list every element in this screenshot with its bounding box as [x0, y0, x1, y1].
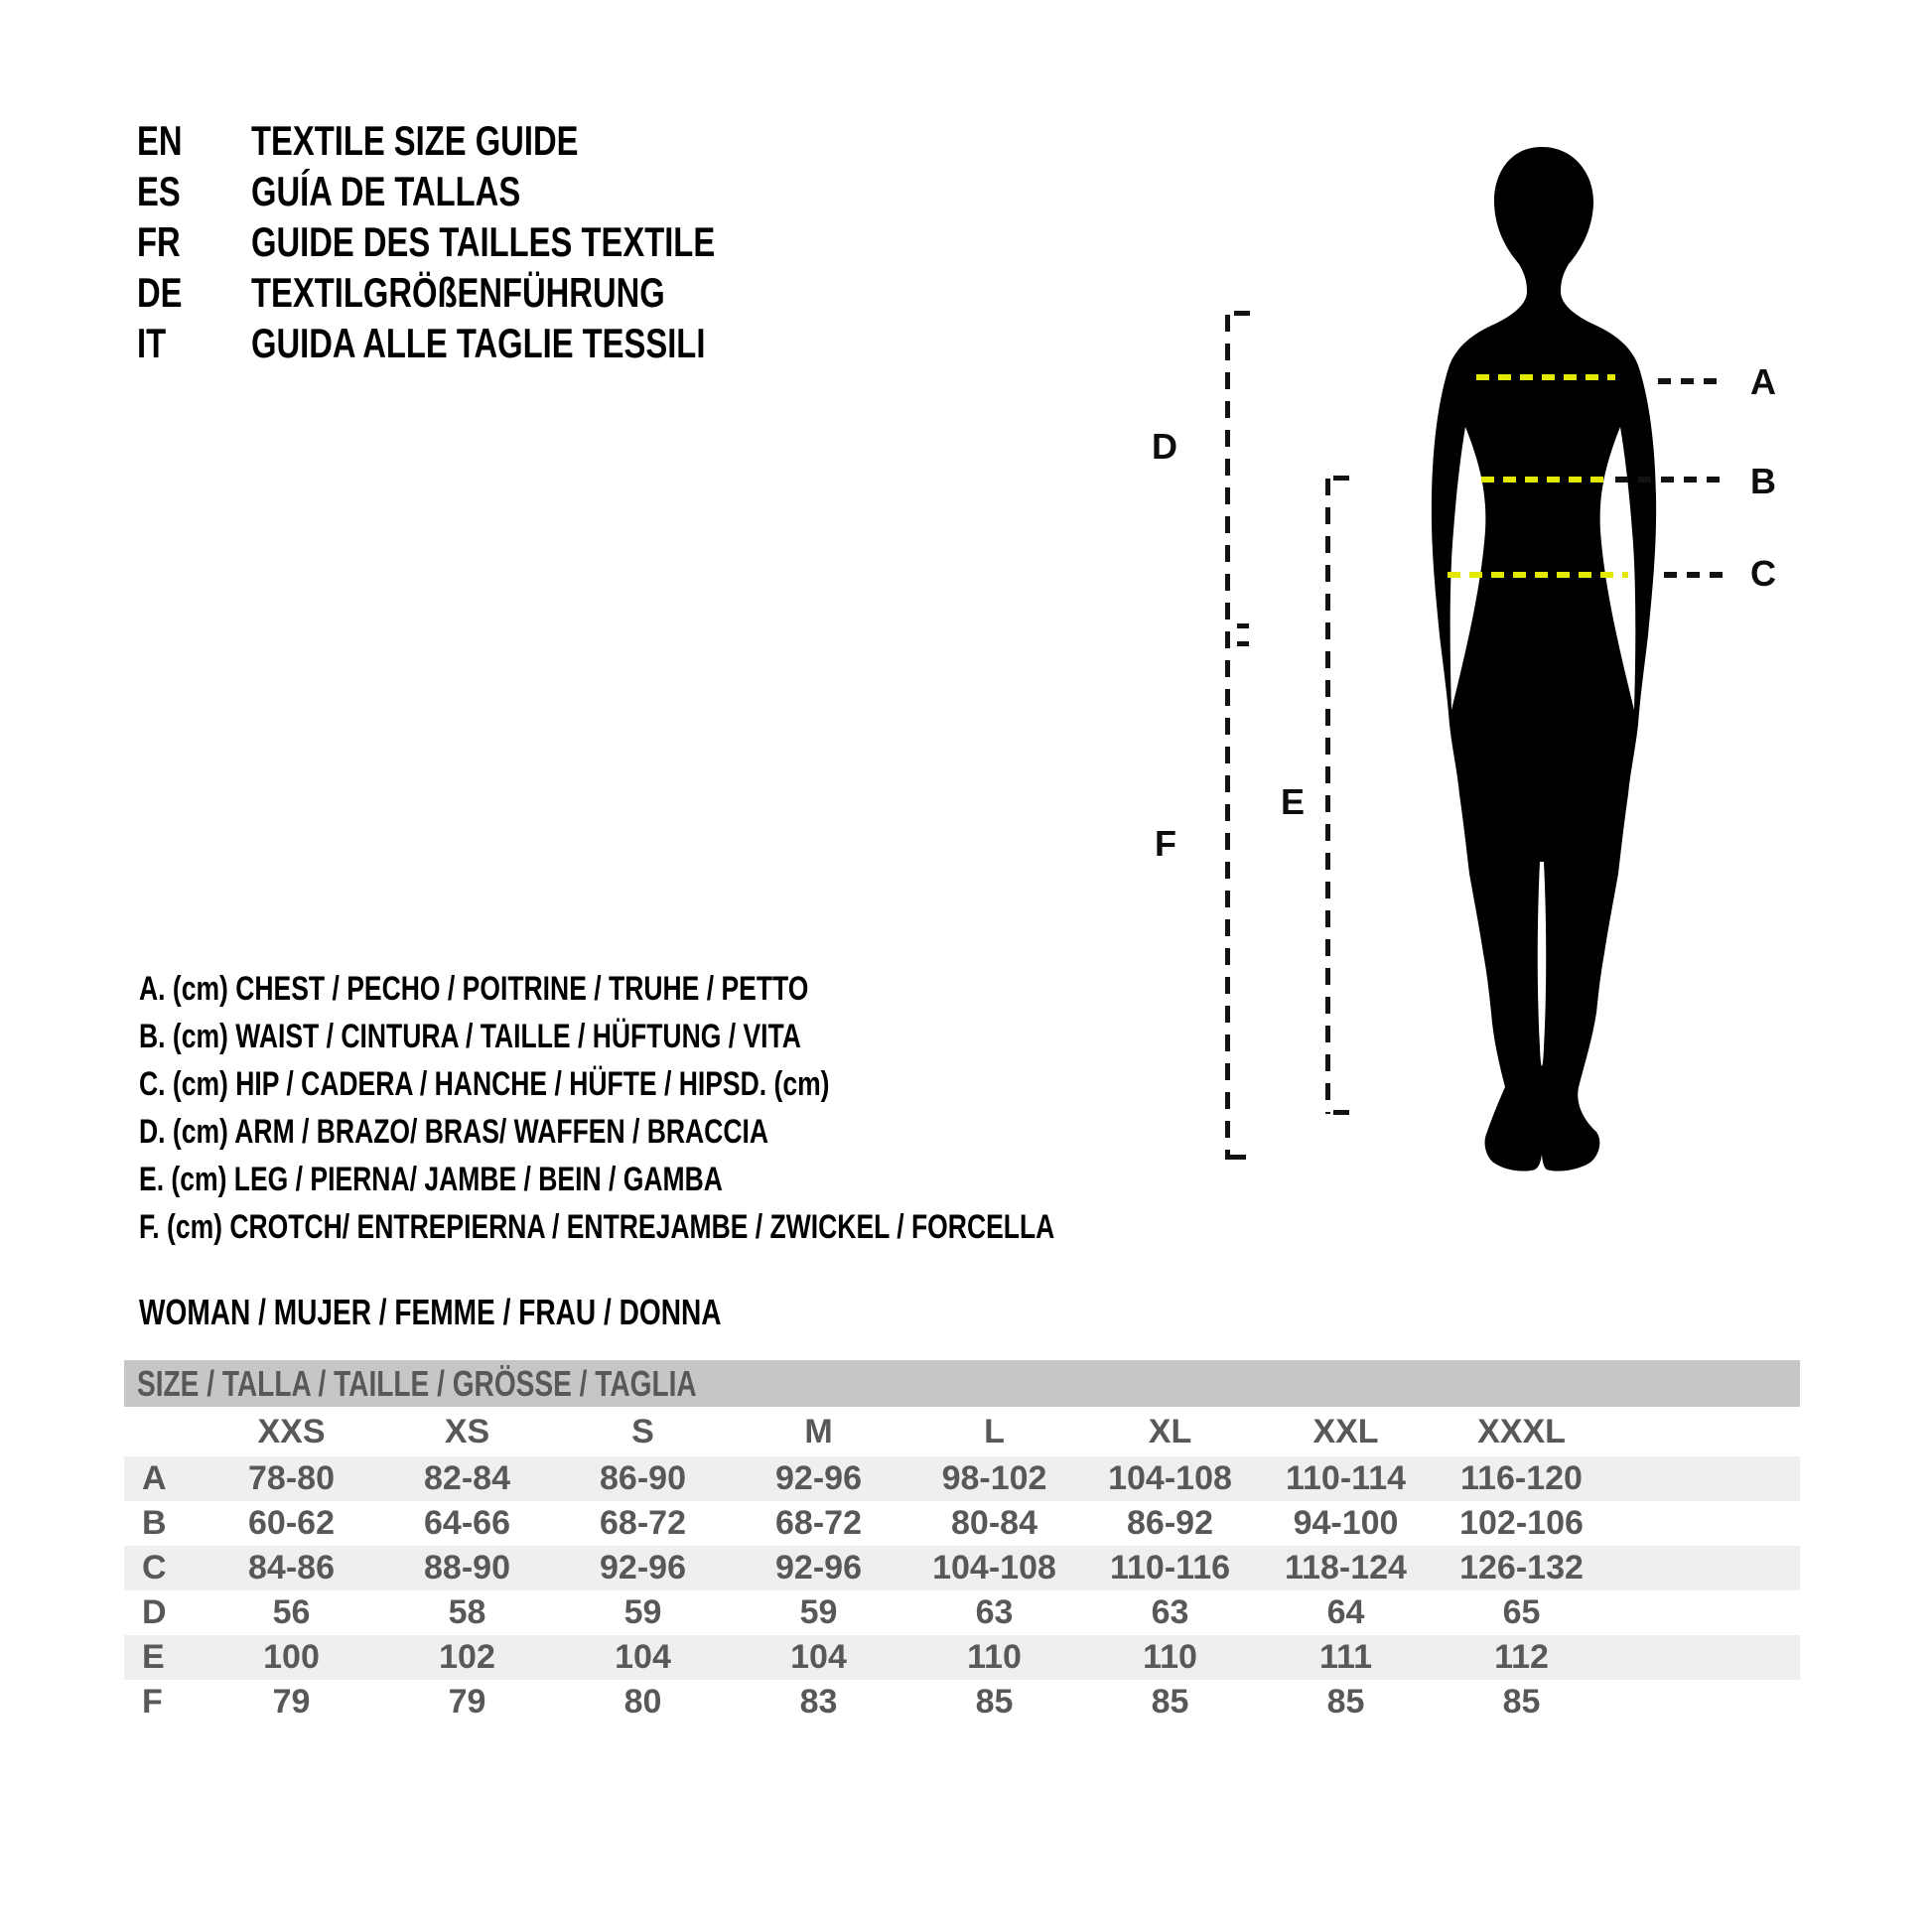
lang-title: GUIDA ALLE TAGLIE TESSILI: [251, 319, 706, 366]
row-label: E: [142, 1638, 165, 1676]
leg-label: E: [1281, 781, 1306, 822]
lang-row-de: [137, 267, 846, 318]
size-cell: 78-80: [248, 1459, 335, 1497]
hip-measure-line-yellow: [1448, 572, 1628, 578]
legend-item-crotch: F. (cm) CROTCH/ ENTREPIERNA / ENTREJAMBE / ZWICKEL / FORCELLA: [139, 1207, 1055, 1246]
leg-measure-line: [1325, 479, 1330, 1114]
lang-title: GUÍA DE TALLAS: [251, 167, 521, 214]
size-cell: 110-114: [1285, 1459, 1407, 1497]
size-cell: 102-106: [1459, 1504, 1584, 1542]
size-col-header: XL: [1148, 1412, 1192, 1450]
size-cell: 85: [1151, 1683, 1189, 1721]
crotch-label: F: [1155, 823, 1176, 864]
lang-code: DE: [137, 268, 183, 316]
size-cell: 68-72: [600, 1504, 686, 1542]
size-cell: 110-116: [1109, 1549, 1231, 1586]
size-cell: 111: [1319, 1638, 1372, 1676]
size-cell: 102: [439, 1638, 495, 1676]
size-cell: 60-62: [248, 1504, 335, 1542]
lang-code: ES: [137, 167, 181, 214]
chest-label: A: [1750, 361, 1776, 402]
hip-label: C: [1750, 553, 1776, 594]
size-cell: 85: [975, 1683, 1014, 1721]
size-table-grid: [124, 1407, 1800, 1724]
size-cell: 63: [975, 1593, 1014, 1631]
waist-measure-line-yellow: [1481, 477, 1606, 483]
size-col-header: S: [631, 1412, 654, 1450]
size-table-header-text: SIZE / TALLA / TAILLE / GRÖSSE / TAGLIA: [137, 1362, 697, 1404]
size-cell: 82-84: [424, 1459, 510, 1497]
size-cell: 84-86: [248, 1549, 335, 1586]
lang-title: TEXTILE SIZE GUIDE: [251, 116, 579, 164]
size-cell: 68-72: [775, 1504, 862, 1542]
size-cell: 79: [272, 1683, 311, 1721]
waist-measure-line-black: [1615, 477, 1725, 483]
table-row-arm: [124, 1590, 1800, 1635]
size-cell: 92-96: [775, 1549, 862, 1586]
lang-title: TEXTILGRÖßENFÜHRUNG: [251, 268, 665, 316]
arm-line-end-tick: [1237, 623, 1249, 628]
table-row-hip: [124, 1546, 1800, 1590]
size-col-header: XXXL: [1477, 1412, 1566, 1450]
row-label: C: [142, 1549, 167, 1586]
category-title: WOMAN / MUJER / FEMME / FRAU / DONNA: [139, 1292, 722, 1332]
size-cell: 63: [1151, 1593, 1189, 1631]
size-cell: 104: [790, 1638, 847, 1676]
size-cell: 126-132: [1459, 1549, 1584, 1586]
size-cell: 64: [1326, 1593, 1365, 1631]
size-cell: 112: [1494, 1638, 1549, 1676]
size-cell: 110: [1143, 1638, 1197, 1676]
size-cell: 64-66: [424, 1504, 510, 1542]
size-cell: 104-108: [932, 1549, 1056, 1586]
crotch-line-start-tick: [1237, 641, 1249, 646]
size-cell: 92-96: [775, 1459, 862, 1497]
size-cell: 104: [615, 1638, 671, 1676]
row-label: D: [142, 1593, 167, 1631]
table-row-leg: [124, 1635, 1800, 1680]
legend-item-leg: E. (cm) LEG / PIERNA/ JAMBE / BEIN / GAMBA: [139, 1160, 723, 1198]
table-row-waist: [124, 1501, 1800, 1546]
filler-cell: [1609, 1590, 1800, 1635]
legend-item-waist: B. (cm) WAIST / CINTURA / TAILLE / HÜFTUNG / VITA: [139, 1017, 801, 1055]
lang-title: GUIDE DES TAILLES TEXTILE: [251, 217, 716, 265]
size-cell: 104-108: [1108, 1459, 1232, 1497]
waist-label: B: [1750, 461, 1776, 501]
legend-item-arm: D. (cm) ARM / BRAZO/ BRAS/ WAFFEN / BRACCIA: [139, 1112, 769, 1151]
size-cell: 58: [448, 1593, 486, 1631]
filler-cell: [1609, 1546, 1800, 1590]
hip-measure-line-black: [1664, 572, 1725, 578]
size-cell: 86-92: [1127, 1504, 1213, 1542]
filler-cell: [1609, 1680, 1800, 1724]
row-label: A: [142, 1459, 167, 1497]
filler-cell: [1609, 1635, 1800, 1680]
size-cell: 92-96: [600, 1549, 686, 1586]
table-row-crotch: [124, 1680, 1800, 1724]
size-cell: 85: [1326, 1683, 1365, 1721]
size-cell: 100: [263, 1638, 320, 1676]
size-cell: 85: [1502, 1683, 1541, 1721]
woman-silhouette-figure: [1400, 139, 1688, 1191]
size-table: [124, 1360, 1800, 1724]
size-col-header: XS: [444, 1412, 490, 1450]
size-col-header: XXS: [257, 1412, 326, 1450]
filler-cell: [1609, 1456, 1800, 1501]
language-title-block: [137, 115, 846, 368]
row-label: B: [142, 1504, 167, 1542]
legend-item-chest: A. (cm) CHEST / PECHO / POITRINE / TRUHE / PETTO: [139, 969, 809, 1008]
lang-row-es: [137, 166, 846, 216]
lang-row-en: [137, 115, 846, 166]
lang-row-fr: [137, 216, 846, 267]
lang-row-it: [137, 318, 846, 368]
table-row-chest: [124, 1456, 1800, 1501]
size-cell: 118-124: [1285, 1549, 1407, 1586]
legend-item-hip: C. (cm) HIP / CADERA / HANCHE / HÜFTE / HIPSD. (cm): [139, 1064, 830, 1103]
size-cell: 86-90: [600, 1459, 686, 1497]
lang-code: EN: [137, 116, 183, 164]
size-cell: 83: [799, 1683, 838, 1721]
chest-measure-line-black: [1658, 378, 1725, 384]
empty-cell: [124, 1407, 204, 1456]
size-col-header: XXL: [1312, 1412, 1379, 1450]
lang-code: IT: [137, 319, 167, 366]
size-cell: 80-84: [951, 1504, 1037, 1542]
leg-line-bottom-tick: [1333, 1110, 1349, 1115]
size-cell: 56: [272, 1593, 311, 1631]
size-table-header-bar: [124, 1360, 1800, 1407]
size-names-row: [124, 1407, 1800, 1456]
size-col-header: L: [984, 1412, 1005, 1450]
filler-cell: [1609, 1501, 1800, 1546]
arm-line-top-tick: [1234, 311, 1250, 316]
arm-label: D: [1152, 426, 1177, 467]
measurement-legend: [139, 965, 1312, 1251]
row-label: F: [142, 1683, 163, 1721]
size-cell: 110: [967, 1638, 1022, 1676]
size-cell: 98-102: [941, 1459, 1047, 1497]
size-cell: 116-120: [1460, 1459, 1583, 1497]
size-cell: 94-100: [1293, 1504, 1399, 1542]
size-col-header: M: [804, 1412, 833, 1450]
size-cell: 59: [799, 1593, 838, 1631]
lang-code: FR: [137, 217, 181, 265]
size-cell: 80: [623, 1683, 662, 1721]
size-cell: 79: [448, 1683, 486, 1721]
size-cell: 88-90: [424, 1549, 510, 1586]
filler-cell: [1609, 1407, 1800, 1456]
leg-line-top-tick: [1333, 476, 1349, 481]
size-cell: 65: [1502, 1593, 1541, 1631]
size-cell: 59: [623, 1593, 662, 1631]
chest-measure-line-yellow: [1476, 374, 1615, 380]
